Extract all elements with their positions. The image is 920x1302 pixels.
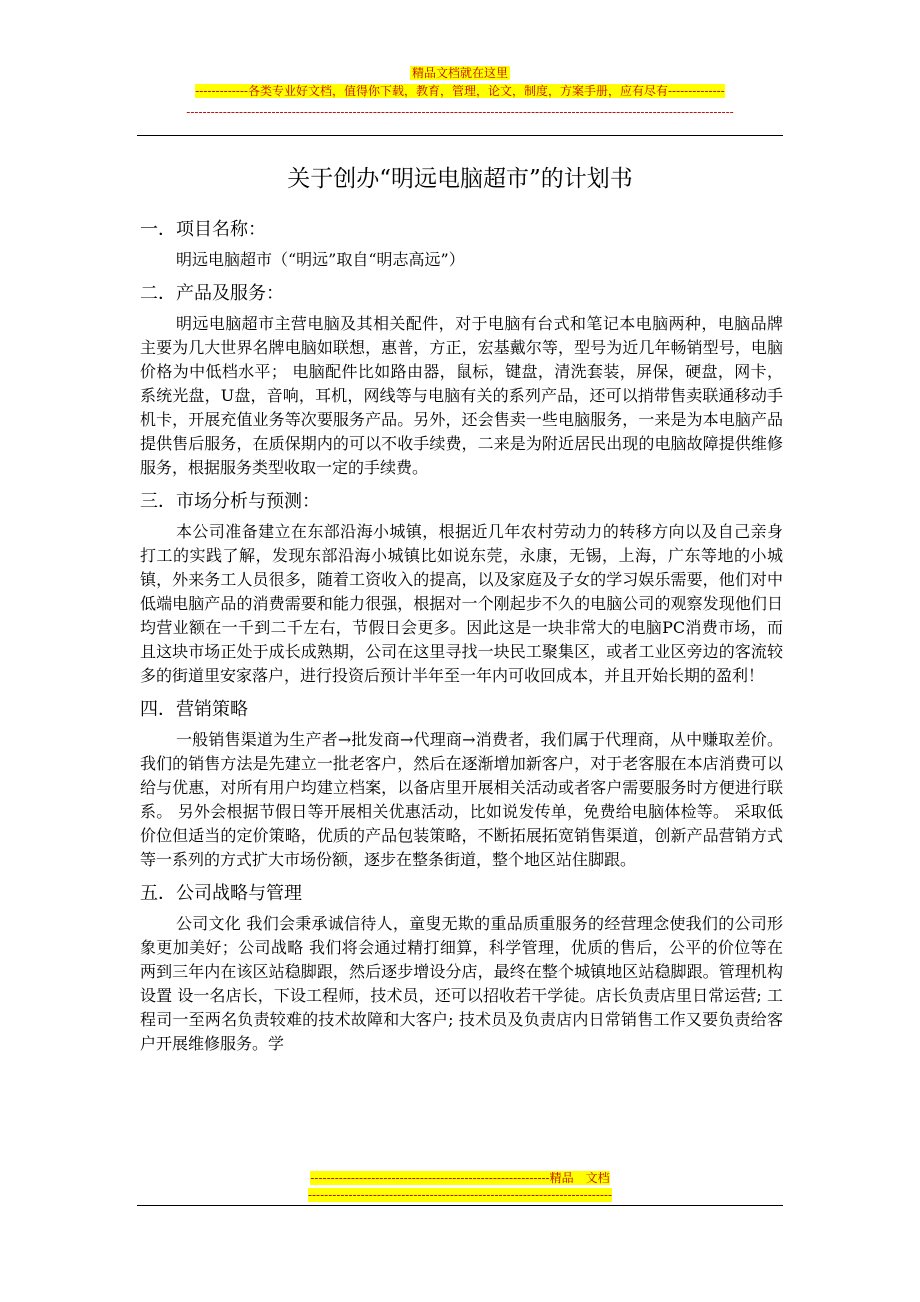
page-header	[137, 64, 783, 100]
section-heading: 一．项目名称：	[140, 219, 266, 240]
section-heading: 五．公司战略与管理	[140, 883, 302, 904]
section-paragraph: 本公司准备建立在东部沿海小城镇，根据近几年农村劳动力的转移方向以及自己亲身打工的实践了解，发现东部沿海小城镇比如说东莞，永康，无锡，上海，广东等地的小城镇，外来务工人员很多，随着工资收入的提高，以及家庭及子女的学习娱乐需要，他们对中低端电脑产品的消费需要和能力很强，根据对一个刚起步不久的电脑公司的观察发现他们日均营业额在一千到二千左右，节假日会更多。因此这是一块非常大的电脑PC消费市场，而且这块市场正处于成长成熟期，公司在这里寻找一块民工聚集区，或者工业区旁边的客流较多的街道里安家落户，进行投资后预计半年至一年内可收回成本，并且开始长期的盈利！	[140, 522, 783, 685]
section-paragraph: 明远电脑超市主营电脑及其相关配件，对于电脑有台式和笔记本电脑两种，电脑品牌主要为几大世界名牌电脑如联想，惠普，方正，宏基戴尔等，型号为近几年畅销型号，电脑价格为中低档水平； 电脑配件比如路由器，鼠标，键盘，清洗套装，屏保，硬盘，网卡，系统光盘，U盘，音响，耳机，网线等与电脑有关的系列产品，还可以捎带售卖联通移动手机卡，开展充值业务等次要服务产品。另外，还会售卖一些电脑服务，一来是为本电脑产品提供售后服务，在质保期内的可以不收手续费，二来是为附近居民出现的电脑故障提供维修服务，根据服务类型收取一定的手续费。	[140, 314, 783, 477]
header-tagline: 精品文档就在这里	[411, 66, 508, 80]
header-line-1	[137, 64, 783, 82]
footer-line-2	[137, 1187, 783, 1204]
footer-line-1	[137, 1170, 783, 1187]
document-body	[140, 212, 783, 1060]
footer-tagline: -----------------------------------------------------------精品 文档	[310, 1171, 610, 1185]
page-footer	[137, 1170, 783, 1204]
header-line-2	[137, 82, 783, 100]
section-heading: 四．营销策略	[140, 699, 248, 720]
document-title: 关于创办“明远电脑超市”的计划书	[287, 166, 633, 192]
section-paragraph: 明远电脑超市（“明远”取自“明志高远”）	[176, 250, 465, 269]
section-heading: 三．市场分析与预测：	[140, 491, 320, 512]
section-paragraph: 公司文化 我们会秉承诚信待人，童叟无欺的重品质重服务的经营理念使我们的公司形象更加美好；公司战略 我们将会通过精打细算，科学管理，优质的售后，公平的价位等在两到三年内在该区站稳脚跟，然后逐步增设分店，最终在整个城镇地区站稳脚跟。管理机构设置 设一名店长，下设工程师，技术员，还可以招收若干学徒。店长负责店里日常运营; 工程司一至两名负责较难的技术故障和大客户; 技术员及负责店内日常销售工作又要负责给客户开展维修服务。学	[140, 914, 783, 1053]
footer-dashes: ---------------------------------------------------------------------------	[307, 1188, 613, 1202]
footer-divider	[137, 1205, 783, 1206]
section-heading: 二．产品及服务：	[140, 283, 284, 304]
section-paragraph: 一般销售渠道为生产者→批发商→代理商→消费者，我们属于代理商，从中赚取差价。我们的销售方法是先建立一批老客户，然后在逐渐增加新客户，对于老客服在本店消费可以给与优惠，对所有用户均建立档案，以备店里开展相关活动或者客户需要服务时方便进行联系。 另外会根据节假日等开展相关优惠活动，比如说发传单，免费给电脑体检等。 采取低价位但适当的定价策略，优质的产品包装策略，不断拓展拓宽销售渠道，创新产品营销方式等一系列的方式扩大市场份额，逐步在整条街道，整个地区站住脚跟。	[140, 730, 783, 869]
header-divider	[137, 135, 783, 136]
header-slogan: -------------各类专业好文档，值得你下载，教育，管理，论文，制度，方案手册，应有尽有--------------	[195, 84, 725, 98]
header-dash-line: ---------------------------------------------------------------------------------------------------------------------------------------	[186, 105, 734, 119]
